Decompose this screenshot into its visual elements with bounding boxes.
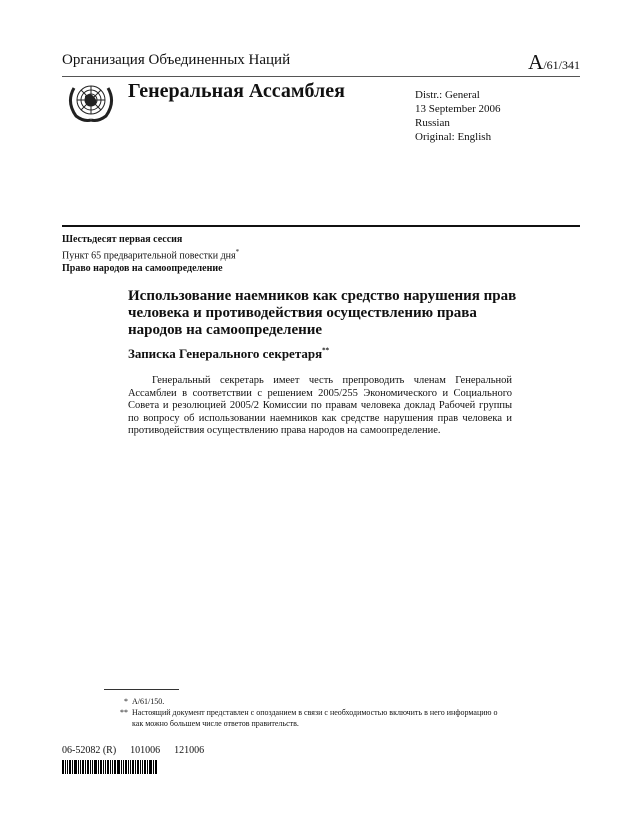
agenda-item [62,246,239,262]
subtitle-text: Записка Генерального секретаря [128,346,323,361]
barcode-bar [92,760,93,774]
barcode-bar [78,760,79,774]
organization-name: Организация Объединенных Наций [62,52,291,68]
barcode-bar [72,760,73,774]
footnotes [118,696,498,729]
barcode-bar [90,760,91,774]
footnote-text: A/61/150. [132,697,165,706]
barcode-bar [135,760,136,774]
footnote-mark: * [235,248,240,256]
barcode-bar [142,760,143,774]
barcode-bar [125,760,127,774]
barcode-bar [103,760,104,774]
barcode-bar [123,760,124,774]
distribution-language: Russian [415,117,450,129]
barcode-bar [153,760,154,774]
barcode-bar [65,760,66,774]
barcode-bar [130,760,131,774]
barcode-bar [62,760,64,774]
footnote-rule [104,689,179,690]
job-number [62,745,218,756]
session-block [62,233,239,275]
body-title: Генеральная Ассамблея [128,80,345,102]
barcode-bar [147,760,148,774]
un-emblem-icon [64,80,118,122]
document-title: Использование наемников как средство нарушения прав человека и противодействия осуществлению права народов на самоопределение [128,288,517,338]
barcode-bar [100,760,102,774]
subtitle [128,346,329,362]
body-paragraph: Генеральный секретарь имеет честь препроводить членам Генеральной Ассамблеи в соответствии с решением 2005/255 Экономического и Социального Совета и резолюцией 2005/2 Комиссии по правам человека доклад Рабочей группы по вопросу об использовании наемников как средстве нарушения прав человека и противодействия осуществлению права народов на самоопределение. [128,375,512,437]
job-number-text: 06-52082 (R) [62,745,117,756]
barcode-bar [85,760,86,774]
job-date: 101006 [130,745,161,756]
barcode-bar [80,760,81,774]
distribution-date: 13 September 2006 [415,103,501,115]
barcode-bar [87,760,89,774]
barcode-bar [117,760,120,774]
barcode-bar [114,760,116,774]
footnote-mark: ** [120,708,128,717]
distribution-line: Distr.: General [415,89,480,101]
barcode-bar [128,760,129,774]
barcode-bar [132,760,134,774]
barcode-bar [74,760,77,774]
barcode-bar [149,760,152,774]
symbol-prefix: A [528,50,544,74]
barcode-bar [110,760,111,774]
barcode-bar [144,760,146,774]
footnote-text: Настоящий документ представлен с опозданием в связи с необходимостью включить в него информацию о как можно большем числе ответов правительств. [132,708,498,728]
footnote-mark: * [124,697,128,706]
job-date: 121006 [174,745,205,756]
session-name: Шестьдесят первая сессия [62,234,183,245]
barcode-icon [62,760,170,774]
distribution-block [415,88,501,144]
section-rule [62,225,580,227]
document-symbol [528,50,580,75]
agenda-topic: Право народов на самоопределение [62,263,223,275]
header-rule [62,76,580,77]
barcode-bar [69,760,71,774]
barcode-bar [137,760,139,774]
barcode-bar [107,760,109,774]
barcode-bar [140,760,141,774]
barcode-bar [112,760,113,774]
footnote [118,707,498,729]
barcode-bar [94,760,97,774]
barcode-bar [82,760,84,774]
barcode-bar [155,760,157,774]
barcode-bar [98,760,99,774]
footnote-mark: ** [322,346,330,355]
barcode-bar [121,760,122,774]
barcode-bar [105,760,106,774]
barcode-bar [67,760,68,774]
agenda-item-text: Пункт 65 предварительной повестки дня [62,250,236,262]
symbol-suffix: /61/341 [543,58,580,72]
footnote [118,696,498,707]
distribution-original: Original: English [415,131,492,143]
